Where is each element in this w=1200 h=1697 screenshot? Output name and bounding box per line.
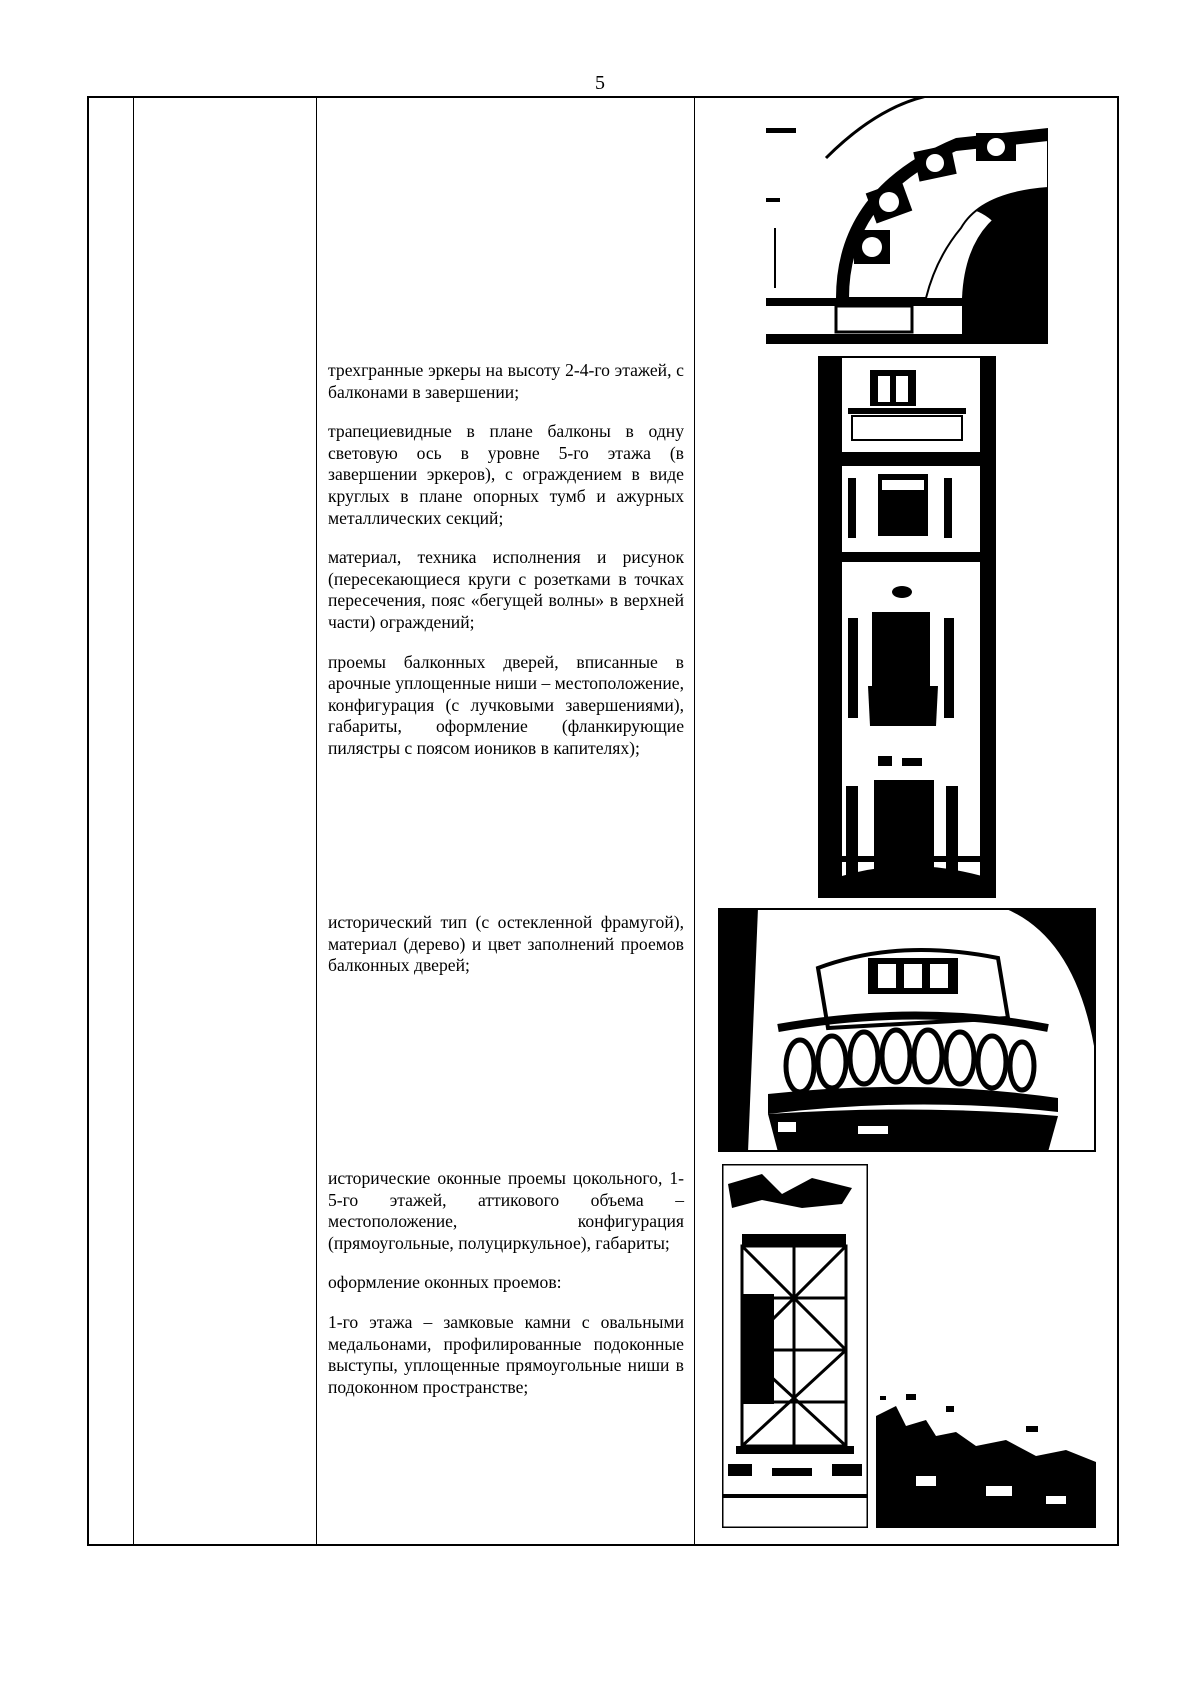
page-number: 5 [595,72,605,94]
text-block-window-openings [328,1168,684,1416]
photo-arch-rosettes [766,98,1048,344]
paragraph-first-floor-windows: 1-го этажа – замковые камни с овальными медальонами, профилированные подоконные выступы, уплощенные прямоугольные ниши в подоконном пространстве; [328,1311,684,1397]
paragraph-door-fillings: исторический тип (с остекленной фрамугой), материал (дерево) и цвет заполнений проемов балконных дверей; [328,912,684,976]
column-divider-3 [694,96,695,1546]
photo-balcony-ring-railing [718,908,1096,1152]
text-block-bays-balconies [328,360,684,778]
paragraph-bay-windows: трехгранные эркеры на высоту 2-4-го этажей, с балконами в завершении; [328,360,684,402]
column-divider-1 [133,96,134,1546]
text-block-door-fillings [328,912,684,995]
paragraph-balcony-door-openings: проемы балконных дверей, вписанные в арочные уплощенные ниши – местоположение, конфигурация (с лучковыми завершениями), габариты, оформление (фланкирующие пилястры с поясом иоников в капителях); [328,651,684,758]
photo-bay-window-facade [818,356,996,898]
paragraph-window-openings: исторические оконные проемы цокольного, 1-5-го этажей, аттикового объема – местоположение, конфигурация (прямоугольные, полуциркульное), габариты; [328,1168,684,1253]
paragraph-window-decoration-title: оформление оконных проемов: [328,1272,562,1293]
column-divider-2 [316,96,317,1546]
photo-wall-texture [876,1376,1096,1528]
photo-window-lattice [722,1164,868,1528]
paragraph-railing-material: материал, техника исполнения и рисунок (пересекающиеся круги с розетками в точках пересечения, пояс «бегущей волны» в верхней части) ограждений; [328,547,684,632]
paragraph-balconies: трапециевидные в плане балконы в одну световую ось в уровне 5-го этажа (в завершении эркеров), с ограждением в виде круглых в плане опорных тумб и ажурных металлических секций; [328,421,684,528]
